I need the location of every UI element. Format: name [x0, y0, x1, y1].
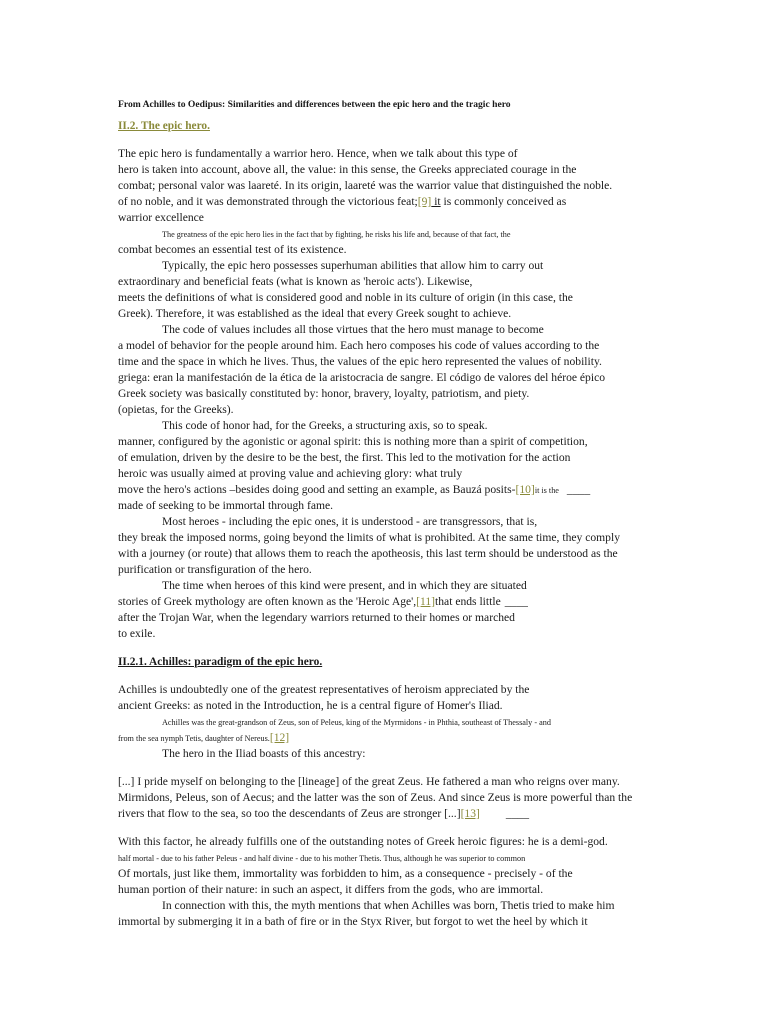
text-line: a model of behavior for the people around him. Each hero composes his code of values according to the: [118, 339, 600, 352]
text-line: ancient Greeks: as noted in the Introduction, he is a central figure of Homer's Iliad.: [118, 699, 503, 712]
text-line: hero is taken into account, above all, the value: in this sense, the Greeks appreciated courage in the: [118, 163, 577, 176]
document-title: From Achilles to Oedipus: Similarities and differences between the epic hero and the tragic hero: [118, 99, 511, 110]
section-heading-achilles: II.2.1. Achilles: paradigm of the epic hero.: [118, 656, 323, 668]
text-line: In connection with this, the myth mentions that when Achilles was born, Thetis tried to make him: [162, 899, 615, 912]
text-line: made of seeking to be immortal through fame.: [118, 499, 334, 512]
small-text-line: half mortal - due to his father Peleus - and half divine - due to his mother Thetis. Thus, although he was superior to common: [118, 854, 526, 863]
text-line: with a journey (or route) that allows them to reach the apotheosis, this last term should be understood as the: [118, 547, 618, 560]
text-line: to exile.: [118, 627, 156, 640]
text-line: meets the definitions of what is considered good and noble in its culture of origin (in this case, the: [118, 291, 573, 304]
text-line: immortal by submerging it in a bath of fire or in the Styx River, but forgot to wet the heel by which it: [118, 915, 588, 928]
blank-line-marker: ____: [505, 807, 530, 820]
text-line: With this factor, he already fulfills one of the outstanding notes of Greek heroic figures: he is a demi-god.: [118, 835, 608, 848]
text-line: The epic hero is fundamentally a warrior hero. Hence, when we talk about this type of: [118, 147, 518, 160]
text-line: combat; personal valor was laareté. In its origin, laareté was the warrior value that distinguished the noble.: [118, 179, 613, 192]
text-line: Typically, the epic hero possesses superhuman abilities that allow him to carry out: [162, 259, 544, 272]
text-line: warrior excellence: [118, 211, 204, 224]
text-line: they break the imposed norms, going beyond the limits of what is prohibited. At the same time, they comply: [118, 531, 620, 544]
quote-line: Mirmidons, Peleus, son of Aecus; and the latter was the son of Zeus. And since Zeus is more powerful than the: [118, 791, 633, 804]
footnote-link-9[interactable]: [9]: [417, 195, 432, 208]
text-line: combat becomes an essential test of its existence.: [118, 243, 347, 256]
text-span: that ends little: [435, 595, 501, 608]
text-line: human portion of their nature: in such an aspect, it differs from the gods, who are immortal.: [118, 883, 544, 896]
text-line: time and the space in which he lives. Thus, the values of the epic hero represented the values of nobility.: [118, 355, 602, 368]
text-span: of no noble, and it was demonstrated through the victorious feat;: [118, 195, 418, 208]
section-heading-epic-hero: II.2. The epic hero.: [118, 120, 210, 132]
text-line: The hero in the Iliad boasts of this ancestry:: [162, 747, 366, 760]
quote-line: [118, 807, 529, 821]
quote-line: [...] I pride myself on belonging to the [lineage] of the great Zeus. He fathered a man who reigns over many.: [118, 775, 620, 788]
small-text-line: Achilles was the great-grandson of Zeus, son of Peleus, king of the Myrmidons - in Phthia, southeast of Thessaly - and: [162, 718, 551, 727]
text-line: (opietas, for the Greeks).: [118, 403, 234, 416]
text-line: [118, 195, 566, 209]
text-line: after the Trojan War, when the legendary warriors returned to their homes or marched: [118, 611, 515, 624]
small-text-span: it is the: [534, 486, 559, 495]
text-line: purification or transfiguration of the hero.: [118, 563, 312, 576]
text-span: is commonly conceived as: [440, 195, 567, 208]
text-line: [118, 595, 528, 609]
text-line: The time when heroes of this kind were present, and in which they are situated: [162, 579, 527, 592]
text-line: Achilles is undoubtedly one of the greatest representatives of heroism appreciated by the: [118, 683, 530, 696]
text-line: heroic was usually aimed at proving value and achieving glory: what truly: [118, 467, 463, 480]
small-text-span: from the sea nymph Tetis, daughter of Nereus.: [118, 734, 270, 743]
footnote-link-11[interactable]: [11]: [416, 595, 436, 608]
small-text-line: The greatness of the epic hero lies in the fact that by fighting, he risks his life and, because of that fact, the: [162, 230, 511, 239]
text-line: Most heroes - including the epic ones, it is understood - are transgressors, that is,: [162, 515, 538, 528]
underlined-word: it: [431, 195, 441, 208]
blank-line-marker: ____: [566, 483, 591, 496]
footnote-link-13[interactable]: [13]: [460, 807, 480, 820]
footnote-link-10[interactable]: [10]: [515, 483, 535, 496]
text-line: This code of honor had, for the Greeks, a structuring axis, so to speak.: [162, 419, 488, 432]
footnote-link-12[interactable]: [12]: [269, 731, 290, 744]
text-line: of emulation, driven by the desire to be the best, the first. This led to the motivation for the action: [118, 451, 571, 464]
text-line: griega: eran la manifestación de la ética de la aristocracia de sangre. El código de valores del héroe épico: [118, 371, 606, 384]
text-line: Of mortals, just like them, immortality was forbidden to him, as a consequence - precisely - of the: [118, 867, 573, 880]
text-line: extraordinary and beneficial feats (what is known as 'heroic acts'). Likewise,: [118, 275, 473, 288]
text-span: stories of Greek mythology are often known as the 'Heroic Age',: [118, 595, 417, 608]
text-span: move the hero's actions –besides doing good and setting an example, as Bauzá posits-: [118, 483, 516, 496]
blank-line-marker: ____: [504, 595, 528, 608]
text-line: [118, 483, 590, 498]
text-line: [118, 731, 289, 746]
text-line: Greek society was basically constituted by: honor, bravery, loyalty, patriotism, and piety.: [118, 387, 530, 400]
text-span: rivers that flow to the sea, so too the descendants of Zeus are stronger [...]: [118, 807, 461, 820]
text-line: manner, configured by the agonistic or agonal spirit: this is nothing more than a spirit of competition,: [118, 435, 588, 448]
text-line: Greek). Therefore, it was established as the ideal that every Greek sought to achieve.: [118, 307, 512, 320]
text-line: The code of values includes all those virtues that the hero must manage to become: [162, 323, 544, 336]
